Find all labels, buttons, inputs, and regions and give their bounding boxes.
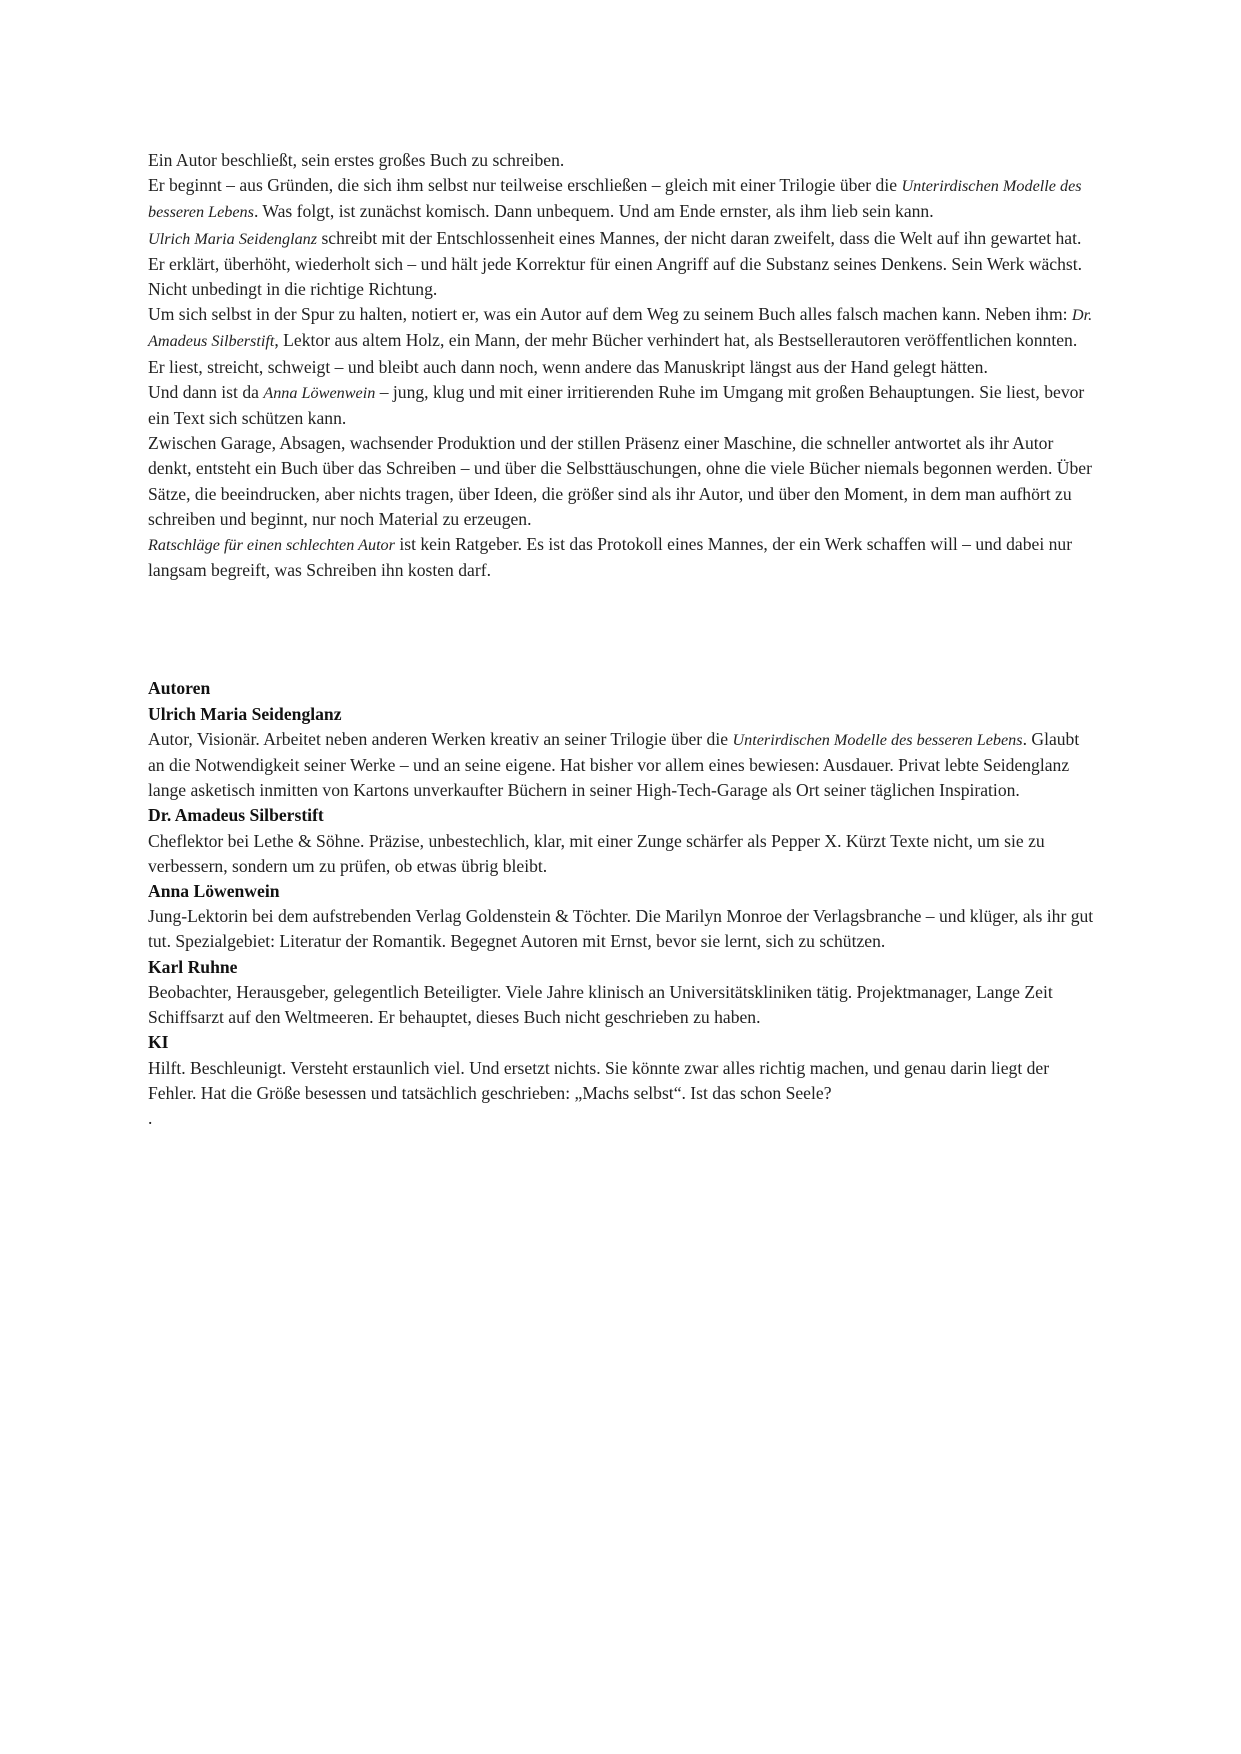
authors-section xyxy=(148,676,1098,1131)
author-entry xyxy=(148,702,1098,804)
text-run: Und dann ist da xyxy=(148,381,264,402)
text-run: , Lektor aus altem Holz, ein Mann, der mehr Bücher verhindert hat, als Bestsellerautoren veröffentlichen konnten. Er liest, streicht, schweigt – und bleibt auch dann noch, wenn andere das Manuskript längst aus der Hand gelegt hätten. xyxy=(148,330,1078,377)
author-name: Dr. Amadeus Silberstift xyxy=(148,805,324,826)
blurb-paragraph xyxy=(148,431,1098,532)
text-run: schreibt mit der Entschlossenheit eines Mannes, der nicht daran zweifelt, dass die Welt auf ihn gewartet hat. Er erklärt, überhöht, wiederholt sich – und hält jede Korrektur für einen Angriff auf die Substanz seines Denkens. Sein Werk wächst. Nicht unbedingt in die richtige Richtung. xyxy=(148,227,1083,300)
author-name: KI xyxy=(148,1032,169,1053)
author-entry xyxy=(148,955,1098,1031)
blurb-section xyxy=(148,148,1098,583)
italic-title-text: Ratschläge für einen schlechten Autor xyxy=(148,536,395,555)
trailing-mark: . xyxy=(148,1107,153,1128)
text-run: – jung, klug und mit einer irritierenden Ruhe im Umgang mit großen Behauptungen. Sie liest, bevor ein Text sich schützen kann. xyxy=(148,381,1085,429)
document-page xyxy=(148,148,1098,1131)
authors-list xyxy=(148,702,1098,1106)
author-bio xyxy=(148,727,1098,804)
text-run: Autor, Visionär. Arbeitet neben anderen Werken kreativ an seiner Trilogie über die xyxy=(148,728,733,749)
author-bio xyxy=(148,980,1098,1030)
text-run: Zwischen Garage, Absagen, wachsender Produktion und der stillen Präsenz einer Maschine, die schneller antwortet als ihr Autor denkt, entsteht ein Buch über das Schreiben – und über die Selbsttäuschungen, ohne die viele Bücher niemals begonnen werden. Über Sätze, die beeindrucken, aber nichts tragen, über Ideen, die größer sind als ihr Autor, und über den Moment, in dem man aufhört zu schreiben und beginnt, nur noch Material zu erzeugen. xyxy=(148,433,1092,529)
author-entry xyxy=(148,803,1098,879)
text-run: Beobachter, Herausgeber, gelegentlich Beteiligter. Viele Jahre klinisch an Universitätskliniken tätig. Projektmanager, Lange Zeit Schiffsarzt auf den Weltmeeren. Er behauptet, dieses Buch nicht geschrieben zu haben. xyxy=(148,981,1053,1028)
author-name: Anna Löwenwein xyxy=(148,881,280,902)
text-run: . Glaubt an die Notwendigkeit seiner Werke – und an seine eigene. Hat bisher vor allem eines bewiesen: Ausdauer. Privat lebte Seidenglanz lange asketisch inmitten von Kartons unverkaufter Büchern in seiner High-Tech-Garage als Ort seiner täglichen Inspiration. xyxy=(148,728,1080,801)
blurb-paragraph xyxy=(148,173,1098,225)
text-run: Cheflektor bei Lethe & Söhne. Präzise, unbestechlich, klar, mit einer Zunge schärfer als Pepper X. Kürzt Texte nicht, um sie zu verbessern, sondern um zu prüfen, ob etwas übrig bleibt. xyxy=(148,830,1045,876)
text-run: Ein Autor beschließt, sein erstes großes Buch zu schreiben. xyxy=(148,150,565,170)
authors-heading: Autoren xyxy=(148,678,211,699)
blurb-paragraph xyxy=(148,226,1098,303)
author-name: Ulrich Maria Seidenglanz xyxy=(148,703,342,724)
author-bio xyxy=(148,1056,1098,1106)
text-run: . Was folgt, ist zunächst komisch. Dann unbequem. Und am Ende ernster, als ihm lieb sein kann. xyxy=(253,201,934,222)
author-entry xyxy=(148,1030,1098,1106)
italic-title-text: Ulrich Maria Seidenglanz xyxy=(148,229,318,248)
blurb-paragraph xyxy=(148,148,1098,173)
blurb-paragraph xyxy=(148,380,1098,431)
author-entry xyxy=(148,879,1098,955)
blurb-paragraph xyxy=(148,302,1098,380)
author-name: Karl Ruhne xyxy=(148,956,238,977)
italic-title-text: Unterirdischen Modelle des besseren Lebens xyxy=(148,177,1082,222)
text-run: Jung-Lektorin bei dem aufstrebenden Verlag Goldenstein & Töchter. Die Marilyn Monroe der Verlagsbranche – und klüger, als ihr gut tut. Spezialgebiet: Literatur der Romantik. Begegnet Autoren mit Ernst, bevor sie lernt, sich zu schützen. xyxy=(148,906,1094,952)
section-spacer xyxy=(148,583,1098,676)
italic-title-text: Dr. Amadeus Silberstift xyxy=(148,306,1093,351)
text-run: Um sich selbst in der Spur zu halten, notiert er, was ein Autor auf dem Weg zu seinem Buch alles falsch machen kann. Neben ihm: xyxy=(148,304,1072,325)
author-bio xyxy=(148,904,1098,954)
text-run: Er beginnt – aus Gründen, die sich ihm selbst nur teilweise erschließen – gleich mit einer Trilogie über die xyxy=(148,175,902,196)
italic-title-text: Anna Löwenwein xyxy=(263,383,376,402)
text-run: ist kein Ratgeber. Es ist das Protokoll eines Mannes, der ein Werk schaffen will – und dabei nur langsam begreift, was Schreiben ihn kosten darf. xyxy=(148,534,1073,581)
text-run: Hilft. Beschleunigt. Versteht erstaunlich viel. Und ersetzt nichts. Sie könnte zwar alles richtig machen, und genau darin liegt der Fehler. Hat die Größe besessen und tatsächlich geschrieben: „Machs selbst“. Ist das schon Seele? xyxy=(148,1057,1050,1103)
blurb-paragraph xyxy=(148,532,1098,583)
author-bio xyxy=(148,829,1098,879)
italic-title-text: Unterirdischen Modelle des besseren Lebens xyxy=(732,730,1023,749)
